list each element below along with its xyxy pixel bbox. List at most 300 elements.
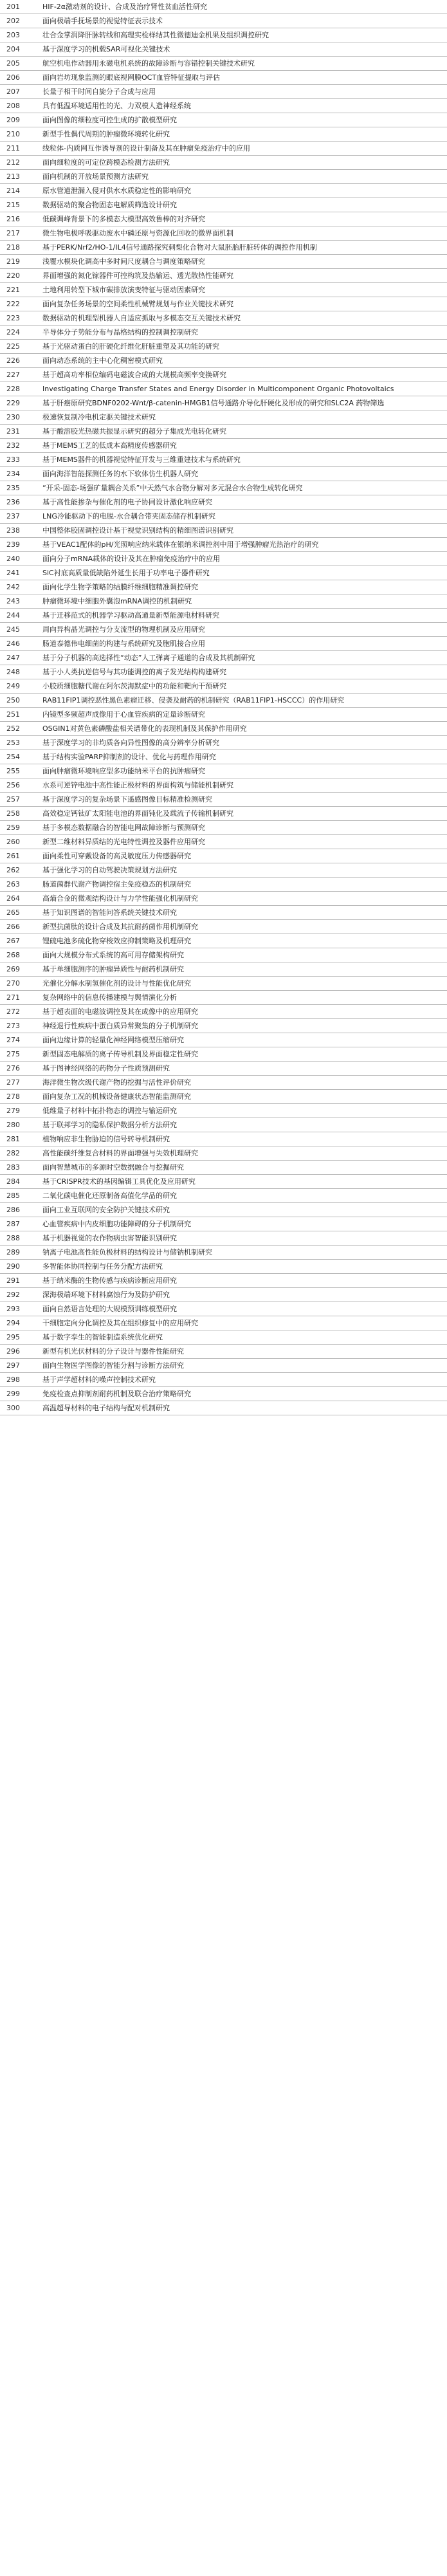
project-title: RAB11FIP1调控恶性黑色素瘤迁移、侵袭及耐药的机制研究（RAB11FIP1-HSCCC）的作用研究 [39,694,447,708]
project-title: 长量子相干时间自旋分子合成与应用 [39,85,447,99]
table-row [0,410,447,425]
table-row [0,651,447,665]
row-number: 284 [0,1175,39,1189]
row-number: 216 [0,212,39,226]
row-number: 203 [0,28,39,42]
row-number: 230 [0,410,39,425]
row-number: 278 [0,1090,39,1104]
row-number: 206 [0,71,39,85]
project-title: 小胶质细胞糖代谢在阿尔茨海默症中的功能和靶向干预研究 [39,679,447,694]
project-title: 基于PERK/Nrf2/HO-1/IL4信号通路探究刺梨化合物对大鼠胚胎肝脏转体的调控作用机制 [39,241,447,255]
row-number: 299 [0,1387,39,1401]
project-title: 基于联邦学习的隐私保护数据分析方法研究 [39,1118,447,1132]
table-row [0,1104,447,1118]
row-number: 261 [0,849,39,863]
project-title: 基于迁移范式的机器学习驱动高通量新型能源电材料研究 [39,609,447,623]
row-number: 273 [0,1019,39,1033]
project-title: 面向工业互联网的安全防护关键技术研究 [39,1203,447,1217]
table-row [0,481,447,495]
row-number: 212 [0,156,39,170]
row-number: 267 [0,934,39,948]
project-title: 基于声学超材料的噪声控制技术研究 [39,1373,447,1387]
row-number: 265 [0,906,39,920]
row-number: 288 [0,1231,39,1246]
table-row [0,14,447,28]
project-title: 面向柔性可穿戴设备的高灵敏度压力传感器研究 [39,849,447,863]
project-title: 面向生物医学图像的智能分割与诊断方法研究 [39,1359,447,1373]
project-title: 航空机电作动器用永磁电机系统的故障诊断与容错控制关键技术研究 [39,57,447,71]
table-row [0,1090,447,1104]
project-title: 壮合金掌润降肝脉转线和高理实检样结其性微德迪金机果及组织调控研究 [39,28,447,42]
table-row [0,1260,447,1274]
row-number: 264 [0,892,39,906]
row-number: 257 [0,793,39,807]
project-title: 钠离子电池高性能负极材料的结构设计与储钠机制研究 [39,1246,447,1260]
table-row [0,226,447,241]
row-number: 277 [0,1076,39,1090]
project-title: 线粒体-内质网互作诱导剂的设计制备及其在肿瘤免疫治疗中的应用 [39,142,447,156]
table-row [0,906,447,920]
row-number: 241 [0,566,39,580]
project-title: 基于强化学习的自动驾驶决策规划方法研究 [39,863,447,878]
table-row [0,708,447,722]
project-title: 面向动态系统的主中心化稠密模式研究 [39,354,447,368]
table-row [0,878,447,892]
table-row [0,170,447,184]
table-row [0,439,447,453]
table-row [0,1047,447,1062]
project-title: 水系可逆锌电池中高性能正极材料的界面构筑与储能机制研究 [39,778,447,793]
table-row [0,495,447,510]
row-number: 271 [0,991,39,1005]
table-row [0,722,447,736]
project-title: 中国整体胶固调控设计基于视觉识别结构的精细图谱识别研究 [39,524,447,538]
table-row [0,1359,447,1373]
row-number: 296 [0,1345,39,1359]
project-title: 复杂网络中的信息传播建模与舆情演化分析 [39,991,447,1005]
table-row [0,1019,447,1033]
project-title: 基于知识图谱的智能问答系统关键技术研究 [39,906,447,920]
row-number: 218 [0,241,39,255]
table-row [0,0,447,14]
table-row [0,142,447,156]
project-title: 免疫检查点抑制剂耐药机制及联合治疗策略研究 [39,1387,447,1401]
project-title: 微生物电极呼吸驱动废水中磷还原与资源化回收的微界面机制 [39,226,447,241]
project-title: 新型固态电解质的离子传导机制及界面稳定性研究 [39,1047,447,1062]
project-title: 面向大规模分布式系统的高可用存储架构研究 [39,948,447,962]
project-title: 多智能体协同控制与任务分配方法研究 [39,1260,447,1274]
row-number: 282 [0,1146,39,1161]
project-title: 面向分子mRNA载体的设计及其在肿瘤免疫治疗中的应用 [39,552,447,566]
project-title: 基于MEMS工艺的低成本高精度传感器研究 [39,439,447,453]
table-row [0,835,447,849]
row-number: 210 [0,127,39,142]
table-row [0,665,447,679]
project-title: 数据驱动的机理型机器人自适应抓取与多模态交互关键技术研究 [39,311,447,326]
table-row [0,1175,447,1189]
row-number: 268 [0,948,39,962]
project-title: 基于小人类抗逆信号与其功能调控的离子发光结构构建研究 [39,665,447,679]
row-number: 214 [0,184,39,198]
row-number: 223 [0,311,39,326]
table-row [0,991,447,1005]
project-title: 低碳调峰背景下的多模态大模型高效鲁棒的对齐研究 [39,212,447,226]
table-row [0,396,447,410]
row-number: 281 [0,1132,39,1146]
project-title: 新型二维材料异质结的光电特性调控及器件应用研究 [39,835,447,849]
project-title: 基于机器视觉的农作物病虫害智能识别研究 [39,1231,447,1246]
table-row [0,1316,447,1330]
project-title: 极速恢复制冷电机定驱关键技术研究 [39,410,447,425]
row-number: 226 [0,354,39,368]
table-row [0,679,447,694]
row-number: 272 [0,1005,39,1019]
table-row [0,510,447,524]
project-title: 基于肝癌原研究BDNF0202-Wnt/β-catenin-HMGB1信号通路介导化肝硬化及形成的研究和SLC2A 药物筛选 [39,396,447,410]
table-row [0,821,447,835]
row-number: 229 [0,396,39,410]
row-number: 266 [0,920,39,934]
row-number: 225 [0,340,39,354]
table-row [0,1246,447,1260]
row-number: 232 [0,439,39,453]
row-number: 248 [0,665,39,679]
project-title: LNG冷能驱动下的电脱-水合耦合带夹固态储存机制研究 [39,510,447,524]
row-number: 252 [0,722,39,736]
row-number: 217 [0,226,39,241]
row-number: 209 [0,113,39,127]
project-title: 半导体分子势能分布与晶格结构的控制调控制研究 [39,326,447,340]
row-number: 205 [0,57,39,71]
project-title: 面向海洋智能探测任务的水下软体仿生机器人研究 [39,467,447,481]
row-number: 245 [0,623,39,637]
table-row [0,269,447,283]
table-row [0,1161,447,1175]
row-number: 234 [0,467,39,481]
project-title: OSGIN1对黄色素磷酸盐相关谱带化的表现机制及其保护作用研究 [39,722,447,736]
project-title: 基于多模态数据融合的智能电网故障诊断与预测研究 [39,821,447,835]
row-number: 239 [0,538,39,552]
table-row [0,382,447,396]
table-row [0,1231,447,1246]
project-title: “开采-固态-场强矿量耦合关系”中天然气水合物分解对多元混合水合物生成转化研究 [39,481,447,495]
row-number: 280 [0,1118,39,1132]
table-row [0,1033,447,1047]
table-row [0,28,447,42]
table-row [0,736,447,750]
table-row [0,368,447,382]
table-row [0,934,447,948]
project-title: 浅覆水模块化调高中多时间尺度耦合与调度策略研究 [39,255,447,269]
table-row [0,750,447,764]
table-row [0,920,447,934]
project-title: 基于超表面的电磁波调控及其在成像中的应用研究 [39,1005,447,1019]
table-row [0,297,447,311]
project-title: 基于数字孪生的智能制造系统优化研究 [39,1330,447,1345]
project-title: 基于深度学习的非均质各向异性图像的高分辨率分析研究 [39,736,447,750]
row-number: 208 [0,99,39,113]
table-row [0,694,447,708]
row-number: 204 [0,42,39,57]
row-number: 221 [0,283,39,297]
table-row [0,1217,447,1231]
table-row [0,1387,447,1401]
project-title: 基于纳米酶的生物传感与疾病诊断应用研究 [39,1274,447,1288]
row-number: 297 [0,1359,39,1373]
row-number: 300 [0,1401,39,1415]
project-title: 基于CRISPR技术的基因编辑工具优化及应用研究 [39,1175,447,1189]
project-title: 面向化学生物学策略的结膜纤维细胞精准调控研究 [39,580,447,594]
project-title: 基于高性能掺杂与催化剂的电子协同设计激化响应研究 [39,495,447,510]
project-title: Investigating Charge Transfer States and Energy Disorder in Multicomponent Organic Photovoltaics [39,382,447,396]
table-row [0,849,447,863]
table-row [0,793,447,807]
table-row [0,948,447,962]
row-number: 292 [0,1288,39,1302]
table-row [0,566,447,580]
table-row [0,156,447,170]
row-number: 233 [0,453,39,467]
row-number: 213 [0,170,39,184]
table-row [0,311,447,326]
project-title: 肿瘤微环境中细胞外囊泡mRNA调控的机制研究 [39,594,447,609]
row-number: 293 [0,1302,39,1316]
row-number: 228 [0,382,39,396]
row-number: 201 [0,0,39,14]
project-title: 面向复杂工况的机械设备健康状态智能监测研究 [39,1090,447,1104]
project-title: 海洋微生物次级代谢产物的挖掘与活性评价研究 [39,1076,447,1090]
row-number: 279 [0,1104,39,1118]
table-row [0,453,447,467]
project-title: 面向机制的开放场景预测方法研究 [39,170,447,184]
row-number: 250 [0,694,39,708]
table-row [0,1062,447,1076]
table-row [0,425,447,439]
project-title: 基于深度学习的机载SAR可视化关键技术 [39,42,447,57]
table-row [0,623,447,637]
table-row [0,1302,447,1316]
project-title: 基于MEMS器件的机器视觉特征开发与三维重建技术与系统研究 [39,453,447,467]
project-title: 肠道菌群代谢产物调控宿主免疫稳态的机制研究 [39,878,447,892]
table-row [0,283,447,297]
table-row [0,962,447,977]
project-title: 基于VEAC1配体的pH/光照响应纳米载体在银纳米调控剂中用于增强肿瘤光热治疗的研究 [39,538,447,552]
row-number: 274 [0,1033,39,1047]
project-title: 肠道泰德伟电细菌的构建与系统研究及胞肌接合应用 [39,637,447,651]
project-title: 基于分子机器的高选择性“动态”人工弹离子通道的合成及其机制研究 [39,651,447,665]
row-number: 275 [0,1047,39,1062]
project-title: 具有低温环境适用性的光、力双模人造神经系统 [39,99,447,113]
table-row [0,1132,447,1146]
table-row [0,1345,447,1359]
table-row [0,1005,447,1019]
row-number: 247 [0,651,39,665]
project-title: 高熵合金的微观结构设计与力学性能强化机制研究 [39,892,447,906]
project-title: 新型有机光伏材料的分子设计与器件性能研究 [39,1345,447,1359]
row-number: 242 [0,580,39,594]
project-title: 基于光驱动蛋白的肝硬化纤维化肝脏重塑及其功能的研究 [39,340,447,354]
row-number: 258 [0,807,39,821]
project-title: 周向异构晶光调控与分支流型的物理机制及应用研究 [39,623,447,637]
project-title: 低维量子材料中拓扑物态的调控与输运研究 [39,1104,447,1118]
table-row [0,807,447,821]
row-number: 219 [0,255,39,269]
project-title: 高性能碳纤维复合材料的界面增强与失效机理研究 [39,1146,447,1161]
row-number: 253 [0,736,39,750]
table-row [0,580,447,594]
row-number: 291 [0,1274,39,1288]
row-number: 235 [0,481,39,495]
project-title: 干细胞定向分化调控及其在组织修复中的应用研究 [39,1316,447,1330]
row-number: 270 [0,977,39,991]
row-number: 211 [0,142,39,156]
project-title: 基于结构实验PARP抑制剂的设计、优化与药理作用研究 [39,750,447,764]
project-title: 面向肿瘤微环境响应型多功能纳米平台的抗肿瘤研究 [39,764,447,778]
row-number: 259 [0,821,39,835]
project-title: 深海极端环境下材料腐蚀行为及防护研究 [39,1288,447,1302]
table-row [0,1330,447,1345]
row-number: 298 [0,1373,39,1387]
project-title: 新型抗菌肽的设计合成及其抗耐药菌作用机制研究 [39,920,447,934]
table-row [0,1288,447,1302]
table-row [0,1076,447,1090]
row-number: 286 [0,1203,39,1217]
table-row [0,467,447,481]
table-row [0,892,447,906]
project-title: 高效稳定钙钛矿太阳能电池的界面钝化及载流子传输机制研究 [39,807,447,821]
project-title: 新型手性偶代周期的肿瘤微环境转化研究 [39,127,447,142]
row-number: 295 [0,1330,39,1345]
project-title: 基于图神经网络的药物分子性质预测研究 [39,1062,447,1076]
row-number: 269 [0,962,39,977]
row-number: 294 [0,1316,39,1330]
table-row [0,594,447,609]
row-number: 238 [0,524,39,538]
project-title: 面向细粒度的可定位跨模态检测方法研究 [39,156,447,170]
table-row [0,198,447,212]
table-row [0,326,447,340]
project-title: 心血管疾病中内皮细胞功能障碍的分子机制研究 [39,1217,447,1231]
row-number: 227 [0,368,39,382]
project-title: 原水管道泄漏入侵对供水水质稳定性的影响研究 [39,184,447,198]
row-number: 254 [0,750,39,764]
row-number: 285 [0,1189,39,1203]
row-number: 222 [0,297,39,311]
row-number: 202 [0,14,39,28]
row-number: 290 [0,1260,39,1274]
row-number: 237 [0,510,39,524]
table-row [0,1189,447,1203]
table-row [0,524,447,538]
project-title: 内镜型多频超声成像用于心血管疾病的定量诊断研究 [39,708,447,722]
project-title: HIF-2α激动剂的设计、合成及治疗肾性贫血活性研究 [39,0,447,14]
table-row [0,42,447,57]
row-number: 231 [0,425,39,439]
row-number: 255 [0,764,39,778]
project-title: 高温超导材料的电子结构与配对机制研究 [39,1401,447,1415]
project-title: 光催化分解水制氢催化剂的设计与性能优化研究 [39,977,447,991]
row-number: 243 [0,594,39,609]
project-title: 面向复杂任务场景的空间柔性机械臂规划与作业关键技术研究 [39,297,447,311]
table-row [0,71,447,85]
project-title: 数据驱动的聚合物固态电解质筛选设计研究 [39,198,447,212]
table-row [0,637,447,651]
row-number: 249 [0,679,39,694]
row-number: 276 [0,1062,39,1076]
table-row [0,764,447,778]
project-title: 基于超高功率相位编码电磁波合成的大规模高频率变换研究 [39,368,447,382]
project-title: 神经退行性疾病中蛋白质异常聚集的分子机制研究 [39,1019,447,1033]
project-title: 锂硫电池多硫化物穿梭效应抑制策略及机理研究 [39,934,447,948]
table-row [0,113,447,127]
row-number: 246 [0,637,39,651]
project-title: 基于深度学习的复杂场景下遥感图像目标精准检测研究 [39,793,447,807]
row-number: 215 [0,198,39,212]
row-number: 220 [0,269,39,283]
table-row [0,778,447,793]
table-row [0,241,447,255]
table-row [0,99,447,113]
project-title: 面向图像的细粒度可控生成的扩散模型研究 [39,113,447,127]
row-number: 251 [0,708,39,722]
project-title: 植物响应非生物胁迫的信号转导机制研究 [39,1132,447,1146]
row-number: 289 [0,1246,39,1260]
table-row [0,57,447,71]
row-number: 224 [0,326,39,340]
table-row [0,212,447,226]
table-row [0,85,447,99]
row-number: 256 [0,778,39,793]
table-row [0,255,447,269]
table-row [0,1373,447,1387]
table-row [0,1146,447,1161]
project-title: 界面增强的氮化镓器件可控构筑及热输运、透光散热性能研究 [39,269,447,283]
table-row [0,1203,447,1217]
table-row [0,354,447,368]
row-number: 287 [0,1217,39,1231]
row-number: 260 [0,835,39,849]
project-title: 面向极端手抚场景的视觉特征表示技术 [39,14,447,28]
row-number: 262 [0,863,39,878]
row-number: 240 [0,552,39,566]
table-row [0,977,447,991]
project-title: 基于酸溶胶光热磁共振显示研究的超分子集成光电转化研究 [39,425,447,439]
project-title: 基于单细胞测序的肿瘤异质性与耐药机制研究 [39,962,447,977]
project-title: 面向岩坊现象监测的眼底视网膜OCT血管特征提取与评估 [39,71,447,85]
project-title: SiC衬底高质量低缺陷外延生长用于功率电子器件研究 [39,566,447,580]
table-row [0,340,447,354]
project-title: 面向智慧城市的多源时空数据融合与挖掘研究 [39,1161,447,1175]
project-title: 二氧化碳电催化还原制备高值化学品的研究 [39,1189,447,1203]
table-row [0,127,447,142]
row-number: 236 [0,495,39,510]
row-number: 263 [0,878,39,892]
table-row [0,1118,447,1132]
table-row [0,184,447,198]
table-row [0,1401,447,1415]
project-title: 面向自然语言处理的大规模预训练模型研究 [39,1302,447,1316]
table-row [0,552,447,566]
row-number: 207 [0,85,39,99]
table-row [0,863,447,878]
table-row [0,609,447,623]
row-number: 283 [0,1161,39,1175]
row-number: 244 [0,609,39,623]
table-row [0,538,447,552]
table-row [0,1274,447,1288]
project-title: 土地利用转型下城市碳排放演变特征与驱动因素研究 [39,283,447,297]
project-title: 面向边缘计算的轻量化神经网络模型压缩研究 [39,1033,447,1047]
